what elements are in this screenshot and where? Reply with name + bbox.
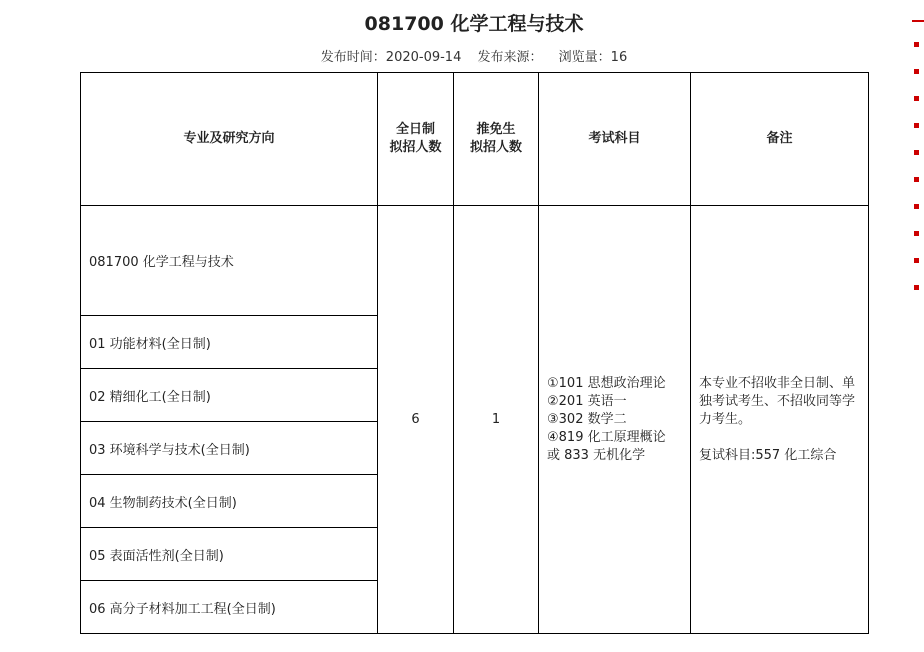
- fulltime-count-cell: 6: [378, 206, 454, 634]
- header-exempt-count: 推免生 拟招人数: [454, 73, 539, 206]
- table-header-row: [81, 73, 869, 206]
- direction-cell: 03 环境科学与技术(全日制): [81, 422, 378, 475]
- publish-time: [321, 50, 462, 65]
- list-bullet-icon: [914, 204, 919, 209]
- publish-source: [478, 50, 543, 65]
- direction-cell: 05 表面活性剂(全日制): [81, 528, 378, 581]
- direction-cell: 04 生物制药技术(全日制): [81, 475, 378, 528]
- list-bullet-icon: [914, 258, 919, 263]
- list-bullet-icon: [914, 69, 919, 74]
- direction-cell: 01 功能材料(全日制): [81, 316, 378, 369]
- major-name-cell: 081700 化学工程与技术: [81, 206, 378, 316]
- direction-cell: 02 精细化工(全日制): [81, 369, 378, 422]
- list-bullet-icon: [914, 96, 919, 101]
- exam-subjects-cell: ①101 思想政治理论 ②201 英语一 ③302 数学二 ④819 化工原理概论 或 833 无机化学: [539, 206, 691, 634]
- list-bullet-icon: [914, 123, 919, 128]
- view-count-label: 浏览量：: [558, 50, 611, 65]
- direction-cell: 06 高分子材料加工工程(全日制): [81, 581, 378, 634]
- enrollment-table: [80, 72, 869, 634]
- header-fulltime-count: 全日制 拟招人数: [378, 73, 454, 206]
- list-bullet-icon: [914, 42, 919, 47]
- publish-time-label: 发布时间：: [320, 50, 386, 65]
- header-remarks: 备注: [691, 73, 869, 206]
- list-bullet-icon: [914, 150, 919, 155]
- right-sidebar-list: [912, 0, 924, 300]
- remarks-cell: 本专业不招收非全日制、单独考试考生、不招收同等学力考生。 复试科目:557 化工综合: [691, 206, 869, 634]
- view-count: [559, 50, 628, 65]
- publish-time-value: 2020-09-14: [385, 50, 462, 65]
- header-exam-subjects: 考试科目: [539, 73, 691, 206]
- exempt-count-cell: 1: [454, 206, 539, 634]
- page-title: 081700 化学工程与技术: [364, 13, 584, 35]
- list-bullet-icon: [914, 231, 919, 236]
- list-bullet-icon: [914, 177, 919, 182]
- table-row: [81, 206, 869, 316]
- header-major: 专业及研究方向: [81, 73, 378, 206]
- list-bullet-icon: [914, 285, 919, 290]
- sidebar-header-fragment: [912, 0, 924, 22]
- publish-source-label: 发布来源：: [477, 50, 543, 65]
- view-count-value: 16: [610, 50, 628, 65]
- article-meta: [80, 46, 868, 65]
